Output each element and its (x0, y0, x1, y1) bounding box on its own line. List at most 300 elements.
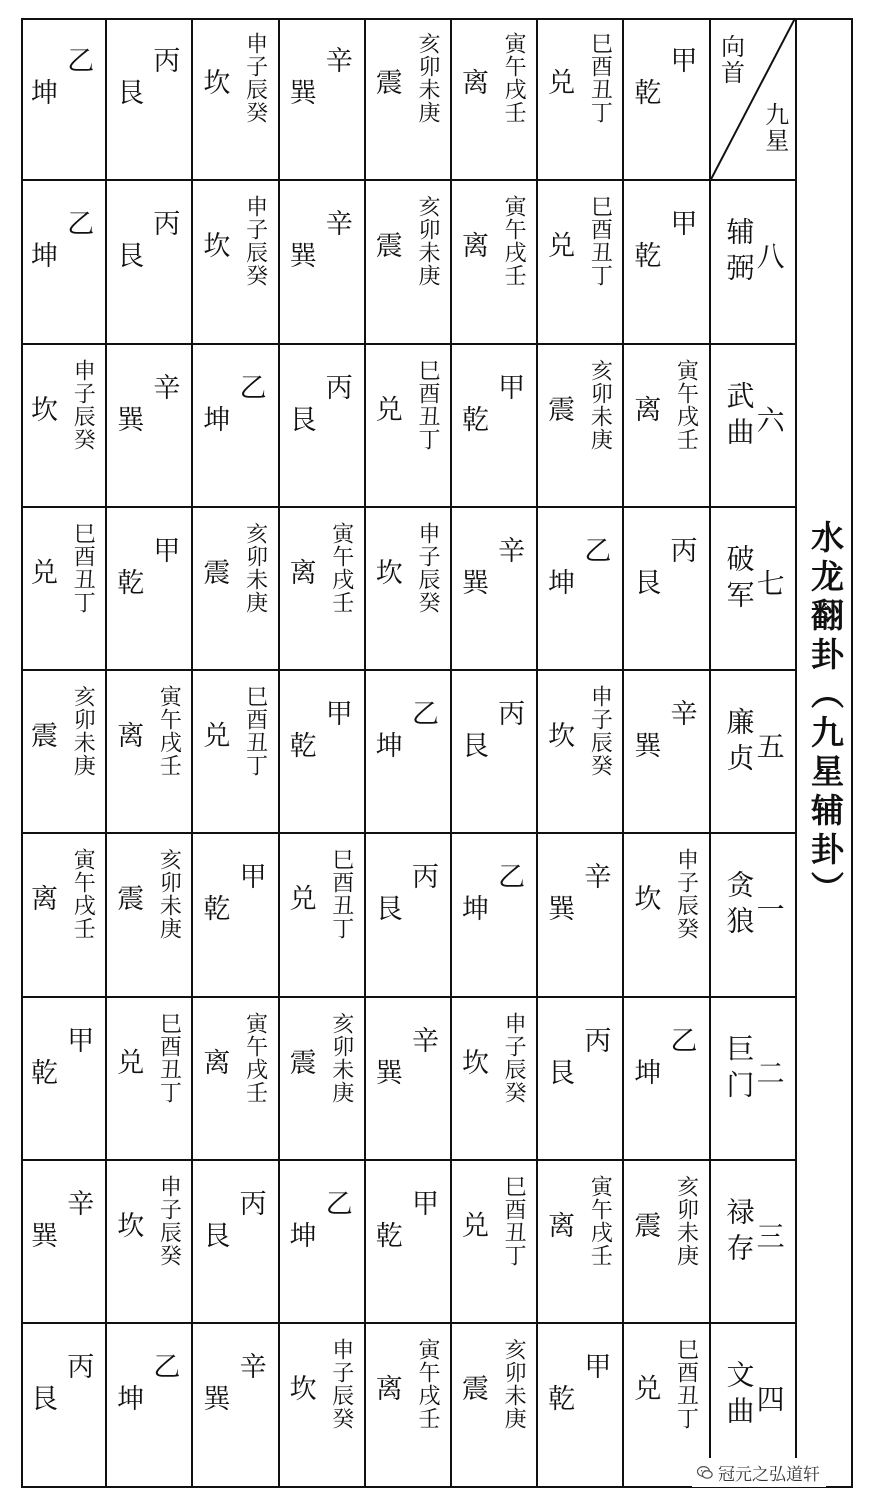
gua-label: 艮 (117, 78, 145, 109)
star-cell (711, 345, 797, 508)
gua-label: 乾 (289, 731, 317, 763)
gua-label: 震 (117, 884, 145, 916)
gua-pair (624, 998, 708, 1159)
gua-label: 坎 (375, 557, 403, 589)
gua-label: 震 (203, 557, 231, 589)
table-cell (107, 998, 193, 1161)
gua-label: 震 (375, 68, 403, 99)
gua-pair (280, 345, 364, 506)
table-cell (624, 998, 710, 1161)
stems-label: 寅午戌壬 (414, 1338, 440, 1431)
table-cell (21, 1161, 107, 1324)
gua-pair (452, 834, 536, 995)
stems-label: 乙 (62, 46, 94, 79)
stems-label: 申子辰癸 (242, 195, 268, 288)
star-name: 文曲 (722, 1360, 756, 1433)
stems-label: 寅午戌壬 (501, 32, 527, 124)
gua-label: 艮 (548, 1057, 576, 1089)
table-cell (280, 834, 366, 997)
stems-label: 丙 (665, 535, 697, 569)
table-cell (366, 1161, 452, 1324)
star-name: 禄存 (722, 1197, 756, 1270)
stems-label: 亥卯未庚 (414, 195, 440, 288)
stems-label: 巳酉丑丁 (673, 1338, 699, 1431)
nine-star-table (21, 18, 797, 1488)
table-cell (107, 345, 193, 508)
star-name: 破军 (722, 543, 756, 616)
table-cell (538, 181, 624, 344)
gua-pair (366, 18, 450, 179)
table-cell (280, 508, 366, 671)
gua-label: 离 (31, 884, 58, 916)
stems-label: 亥卯未庚 (673, 1175, 699, 1268)
star-name: 廉贞 (722, 707, 756, 780)
watermark-text: 冠元之弘道轩 (718, 1465, 820, 1485)
gua-pair (107, 1161, 191, 1322)
gua-pair (21, 1324, 105, 1487)
gua-label: 乾 (548, 1384, 576, 1416)
table-cell (452, 834, 538, 997)
stems-label: 寅午戌壬 (587, 1175, 613, 1268)
gua-label: 震 (375, 231, 403, 263)
stems-label: 申子辰癸 (70, 358, 96, 451)
star-number: 一 (756, 893, 785, 927)
stems-label: 寅午戌壬 (328, 521, 354, 614)
gua-label: 艮 (117, 241, 145, 273)
gua-pair (366, 345, 450, 506)
table-cell (107, 1324, 193, 1487)
gua-pair (107, 998, 191, 1159)
table-cell (107, 181, 193, 344)
table-cell (624, 834, 710, 997)
stems-label: 甲 (579, 1352, 611, 1386)
table-cell (452, 181, 538, 344)
gua-label: 震 (461, 1374, 489, 1406)
gua-label: 离 (375, 1374, 403, 1406)
gua-label: 艮 (31, 1384, 58, 1416)
gua-pair (280, 834, 364, 995)
gua-pair (193, 671, 277, 832)
gua-pair (280, 671, 364, 832)
table-cell (366, 1324, 452, 1487)
gua-label: 巽 (289, 78, 317, 109)
table-cell (366, 834, 452, 997)
stems-label: 甲 (406, 1189, 438, 1223)
gua-pair (193, 508, 277, 669)
table-cell (366, 181, 452, 344)
gua-pair (193, 1324, 277, 1487)
gua-pair (193, 18, 277, 179)
gua-pair (21, 345, 105, 506)
gua-pair (538, 18, 622, 179)
gua-pair (107, 1324, 191, 1487)
gua-label: 乾 (31, 1057, 58, 1089)
gua-pair (193, 1161, 277, 1322)
stems-label: 乙 (406, 699, 438, 733)
gua-pair (366, 508, 450, 669)
gua-pair (280, 181, 364, 342)
table-cell (107, 671, 193, 834)
page-title: 水龙翻卦（九星辅卦） (806, 520, 845, 910)
gua-pair (452, 1161, 536, 1322)
gua-label: 震 (289, 1047, 317, 1079)
gua-label: 坤 (289, 1221, 317, 1253)
gua-pair (452, 998, 536, 1159)
header-xiangshou: 向首 (716, 34, 745, 86)
star-name: 贪狼 (722, 870, 756, 943)
stems-label: 寅午戌壬 (242, 1011, 268, 1104)
gua-label: 巽 (289, 241, 317, 273)
table-cell (107, 508, 193, 671)
gua-pair (538, 345, 622, 506)
stems-label: 辛 (579, 862, 611, 896)
stems-label: 寅午戌壬 (70, 848, 96, 941)
stems-label: 亥卯未庚 (242, 521, 268, 614)
table-cell (452, 1161, 538, 1324)
gua-pair (280, 18, 364, 179)
stems-label: 乙 (148, 1352, 180, 1386)
table-cell (193, 18, 279, 181)
star-cell (711, 181, 797, 344)
stems-label: 丙 (234, 1189, 266, 1223)
stems-label: 甲 (234, 862, 266, 896)
gua-pair (366, 998, 450, 1159)
gua-label: 兑 (117, 1047, 145, 1079)
stems-label: 申子辰癸 (673, 848, 699, 941)
gua-pair (107, 834, 191, 995)
gua-pair (452, 345, 536, 506)
gua-pair (624, 671, 708, 832)
gua-label: 艮 (375, 894, 403, 926)
gua-label: 乾 (203, 894, 231, 926)
stems-label: 申子辰癸 (587, 685, 613, 778)
gua-pair (538, 1161, 622, 1322)
table-cell (538, 671, 624, 834)
stems-label: 甲 (148, 535, 180, 569)
gua-pair (280, 998, 364, 1159)
gua-label: 坎 (634, 884, 662, 916)
table-cell (624, 345, 710, 508)
star-cell (711, 834, 797, 997)
gua-pair (624, 181, 708, 342)
header-jiuxing: 九星 (760, 102, 789, 154)
gua-label: 坤 (634, 1057, 662, 1089)
gua-label: 兑 (375, 394, 403, 426)
stems-label: 寅午戌壬 (501, 195, 527, 288)
gua-pair (107, 18, 191, 179)
table-cell (452, 345, 538, 508)
table-cell (538, 345, 624, 508)
stems-label: 乙 (665, 1025, 697, 1059)
gua-label: 坤 (375, 731, 403, 763)
gua-label: 震 (31, 721, 58, 753)
stems-label: 申子辰癸 (328, 1338, 354, 1431)
stems-label: 巳酉丑丁 (587, 32, 613, 124)
table-header-corner (711, 18, 797, 181)
gua-pair (624, 345, 708, 506)
star-name: 武曲 (722, 380, 756, 453)
gua-label: 艮 (203, 1221, 231, 1253)
stems-label: 丙 (493, 699, 525, 733)
stems-label: 甲 (493, 372, 525, 406)
gua-pair (280, 1324, 364, 1487)
table-cell (366, 671, 452, 834)
star-number: 四 (756, 1383, 785, 1417)
stems-label: 乙 (62, 209, 94, 243)
gua-label: 兑 (289, 884, 317, 916)
stems-label: 乙 (493, 862, 525, 896)
table-cell (366, 508, 452, 671)
gua-label: 坤 (31, 241, 58, 273)
gua-label: 离 (634, 394, 662, 426)
table-cell (452, 671, 538, 834)
table-cell (366, 345, 452, 508)
gua-pair (107, 345, 191, 506)
gua-pair (21, 671, 105, 832)
star-cell (711, 1161, 797, 1324)
gua-label: 巽 (375, 1057, 403, 1089)
stems-label: 亥卯未庚 (414, 32, 440, 124)
gua-pair (452, 18, 536, 179)
stems-label: 辛 (320, 46, 352, 79)
stems-label: 申子辰癸 (501, 1011, 527, 1104)
gua-label: 坎 (461, 1047, 489, 1079)
gua-label: 坤 (203, 404, 231, 436)
table-cell (21, 181, 107, 344)
table-cell (21, 345, 107, 508)
table-cell (193, 1324, 279, 1487)
gua-label: 巽 (203, 1384, 231, 1416)
table-cell (21, 1324, 107, 1487)
star-number: 五 (756, 730, 785, 764)
stems-label: 亥卯未庚 (501, 1338, 527, 1431)
gua-pair (107, 181, 191, 342)
gua-pair (21, 181, 105, 342)
stems-label: 丙 (148, 209, 180, 243)
stems-label: 巳酉丑丁 (587, 195, 613, 288)
stems-label: 丙 (579, 1025, 611, 1059)
stems-label: 巳酉丑丁 (156, 1011, 182, 1104)
gua-label: 坎 (203, 231, 231, 263)
gua-label: 艮 (461, 731, 489, 763)
stems-label: 辛 (406, 1025, 438, 1059)
gua-pair (452, 508, 536, 669)
stems-label: 丙 (148, 46, 180, 79)
table-cell (452, 18, 538, 181)
table-cell (538, 1161, 624, 1324)
gua-label: 巽 (634, 731, 662, 763)
gua-pair (366, 181, 450, 342)
gua-pair (624, 834, 708, 995)
gua-pair (366, 1324, 450, 1487)
gua-label: 兑 (203, 721, 231, 753)
star-name: 辅弼 (722, 217, 756, 290)
stems-label: 申子辰癸 (156, 1175, 182, 1268)
gua-label: 震 (634, 1211, 662, 1243)
stems-label: 寅午戌壬 (673, 358, 699, 451)
gua-pair (624, 1161, 708, 1322)
table-cell (280, 1161, 366, 1324)
gua-label: 乾 (375, 1221, 403, 1253)
gua-label: 兑 (634, 1374, 662, 1406)
stems-label: 乙 (320, 1189, 352, 1223)
gua-pair (538, 1324, 622, 1487)
stems-label: 辛 (665, 699, 697, 733)
table-cell (107, 1161, 193, 1324)
gua-label: 巽 (31, 1221, 58, 1253)
table-cell (538, 18, 624, 181)
table-cell (280, 671, 366, 834)
gua-label: 离 (548, 1211, 576, 1243)
gua-pair (624, 18, 708, 179)
stems-label: 巳酉丑丁 (242, 685, 268, 778)
gua-pair (193, 345, 277, 506)
stems-label: 甲 (665, 209, 697, 243)
stems-label: 乙 (579, 535, 611, 569)
table-cell (538, 834, 624, 997)
stems-label: 巳酉丑丁 (70, 521, 96, 614)
gua-label: 坤 (31, 78, 58, 109)
table-cell (193, 508, 279, 671)
stems-label: 甲 (62, 1025, 94, 1059)
table-cell (107, 18, 193, 181)
table-cell (280, 18, 366, 181)
gua-pair (366, 1161, 450, 1322)
stems-label: 辛 (234, 1352, 266, 1386)
table-cell (193, 998, 279, 1161)
stems-label: 辛 (493, 535, 525, 569)
gua-label: 兑 (548, 68, 576, 99)
gua-label: 乾 (634, 241, 662, 273)
table-cell (624, 1161, 710, 1324)
gua-pair (21, 508, 105, 669)
gua-pair (280, 508, 364, 669)
table-cell (452, 508, 538, 671)
gua-pair (366, 671, 450, 832)
gua-pair (21, 998, 105, 1159)
gua-label: 坤 (548, 567, 576, 599)
stems-label: 丙 (62, 1352, 94, 1386)
stems-label: 乙 (234, 372, 266, 406)
gua-label: 离 (117, 721, 145, 753)
gua-pair (21, 834, 105, 995)
gua-pair (107, 508, 191, 669)
star-cell (711, 998, 797, 1161)
gua-pair (107, 671, 191, 832)
table-cell (624, 671, 710, 834)
star-number: 三 (756, 1220, 785, 1254)
stems-label: 巳酉丑丁 (328, 848, 354, 941)
table-cell (193, 1161, 279, 1324)
stems-label: 甲 (665, 46, 697, 79)
gua-label: 兑 (31, 557, 58, 589)
table-cell (21, 834, 107, 997)
gua-label: 坤 (461, 894, 489, 926)
watermark (692, 1458, 826, 1487)
table-cell (538, 998, 624, 1161)
gua-label: 乾 (461, 404, 489, 436)
gua-label: 离 (461, 231, 489, 263)
table-cell (624, 508, 710, 671)
gua-pair (366, 834, 450, 995)
gua-pair (193, 834, 277, 995)
stems-label: 辛 (148, 372, 180, 406)
table-cell (21, 671, 107, 834)
stems-label: 辛 (320, 209, 352, 243)
table-cell (624, 181, 710, 344)
table-cell (624, 18, 710, 181)
gua-pair (452, 1324, 536, 1487)
table-cell (21, 998, 107, 1161)
stems-label: 申子辰癸 (414, 521, 440, 614)
star-name: 巨门 (722, 1033, 756, 1106)
star-number: 七 (756, 566, 785, 600)
gua-pair (538, 671, 622, 832)
stems-label: 辛 (62, 1189, 94, 1223)
gua-label: 坎 (289, 1374, 317, 1406)
gua-label: 巽 (461, 567, 489, 599)
stems-label: 丙 (320, 372, 352, 406)
table-cell (193, 345, 279, 508)
gua-label: 乾 (117, 567, 145, 599)
table-cell (280, 181, 366, 344)
table-cell (538, 1324, 624, 1487)
gua-label: 坎 (117, 1211, 145, 1243)
table-cell (193, 671, 279, 834)
stems-label: 巳酉丑丁 (501, 1175, 527, 1268)
table-cell (280, 998, 366, 1161)
gua-pair (538, 998, 622, 1159)
stems-label: 丙 (406, 862, 438, 896)
table-cell (280, 345, 366, 508)
gua-label: 巽 (548, 894, 576, 926)
table-cell (452, 1324, 538, 1487)
gua-pair (452, 671, 536, 832)
gua-pair (21, 18, 105, 179)
gua-label: 乾 (634, 78, 662, 109)
gua-pair (538, 834, 622, 995)
stems-label: 亥卯未庚 (156, 848, 182, 941)
gua-label: 离 (203, 1047, 231, 1079)
gua-pair (193, 998, 277, 1159)
stems-label: 寅午戌壬 (156, 685, 182, 778)
table-cell (366, 998, 452, 1161)
gua-label: 坎 (31, 394, 58, 426)
table-cell (452, 998, 538, 1161)
stems-label: 申子辰癸 (242, 32, 268, 124)
star-cell (711, 508, 797, 671)
gua-label: 坎 (203, 68, 231, 99)
gua-label: 离 (461, 68, 489, 99)
gua-label: 艮 (634, 567, 662, 599)
star-number: 二 (756, 1056, 785, 1090)
star-cell (711, 671, 797, 834)
gua-pair (193, 181, 277, 342)
table-cell (107, 834, 193, 997)
stems-label: 亥卯未庚 (587, 358, 613, 451)
gua-pair (538, 508, 622, 669)
table-cell (366, 18, 452, 181)
stems-label: 甲 (320, 699, 352, 733)
gua-label: 巽 (117, 404, 145, 436)
stems-label: 巳酉丑丁 (414, 358, 440, 451)
gua-label: 坎 (548, 721, 576, 753)
gua-pair (624, 508, 708, 669)
table-cell (21, 508, 107, 671)
gua-label: 离 (289, 557, 317, 589)
star-number: 六 (756, 403, 785, 437)
gua-label: 兑 (461, 1211, 489, 1243)
